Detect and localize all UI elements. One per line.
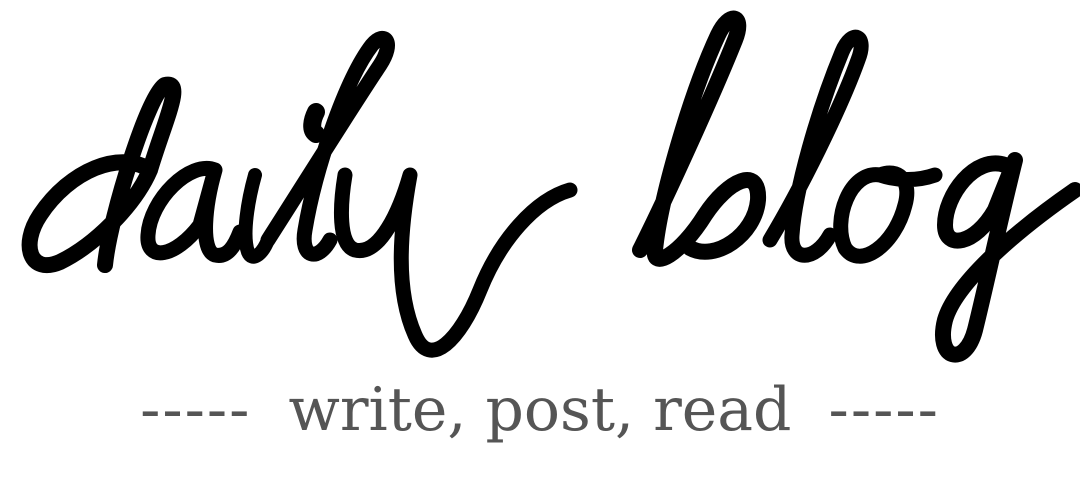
script-letter-a	[148, 168, 240, 255]
script-letter-b	[640, 19, 758, 259]
script-dot-i	[312, 112, 316, 134]
script-letter-l	[268, 38, 388, 254]
script-letter-g	[943, 160, 1075, 355]
tagline	[0, 375, 1080, 445]
tagline-left-dashes: -----	[140, 375, 252, 445]
tagline-right-dashes: -----	[828, 375, 940, 445]
script-letter-o	[841, 173, 935, 256]
tagline-text: write, post, read	[288, 375, 792, 445]
script-letter-y	[341, 175, 570, 350]
